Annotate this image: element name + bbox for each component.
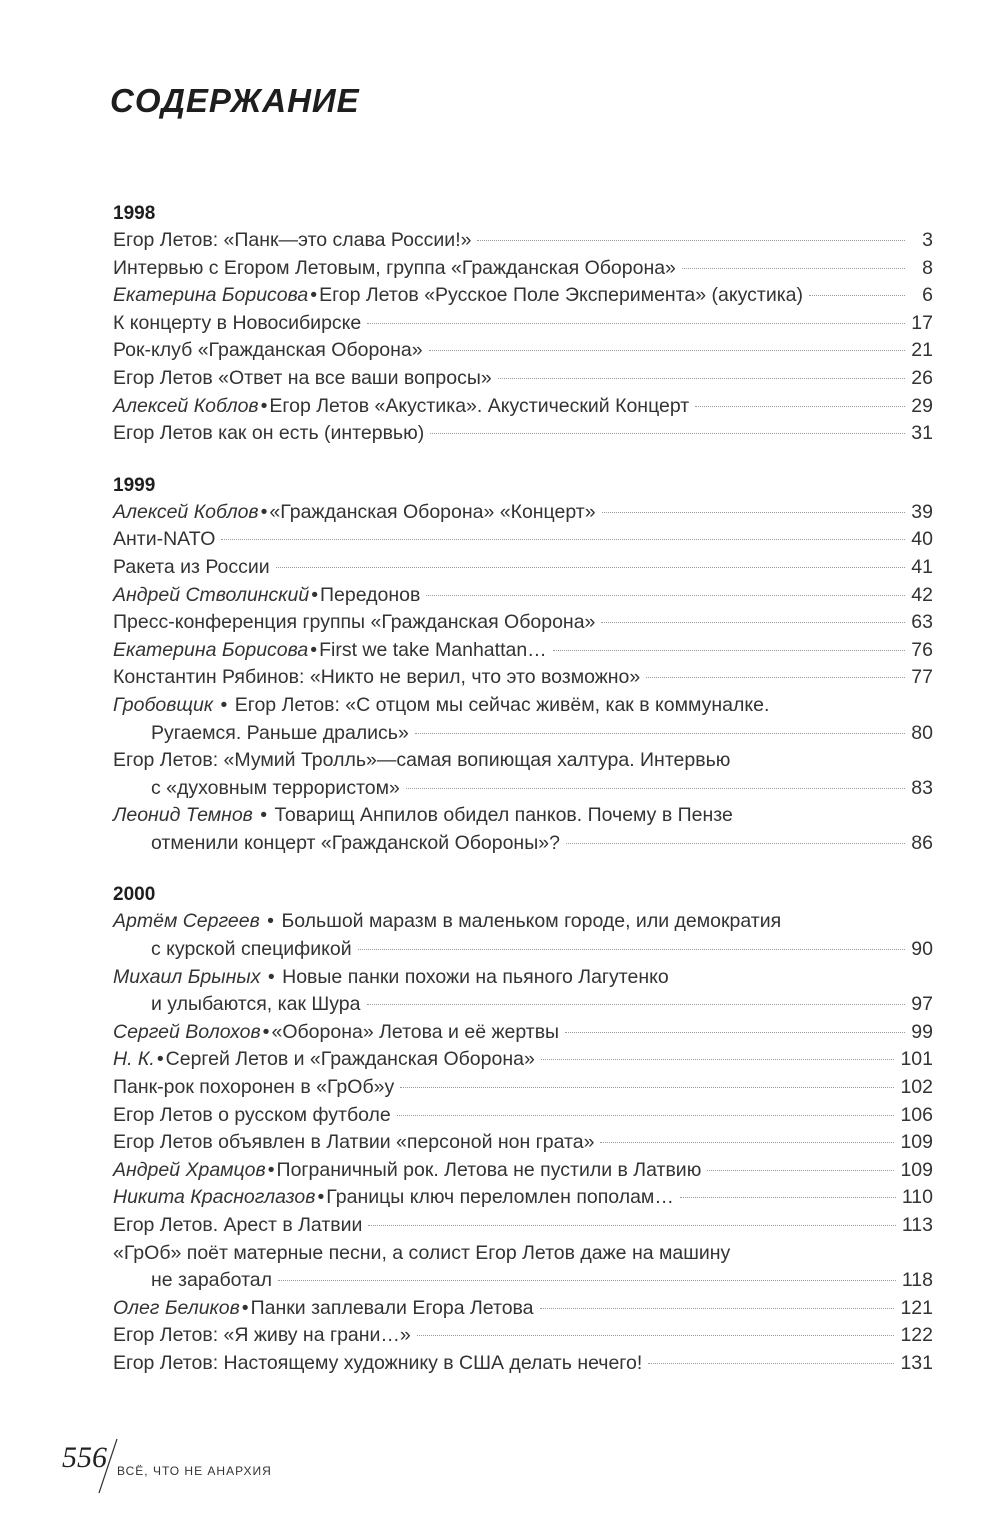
dot-leader: [221, 539, 905, 540]
entry-line: [113, 1184, 933, 1212]
entry-title-continued: Ругаемся. Раньше дрались»: [151, 721, 409, 744]
dot-leader: [477, 240, 905, 241]
entry-page-number: 121: [900, 1296, 933, 1319]
entry-title: Егор Летов: Настоящему художнику в США делать нечего!: [113, 1351, 643, 1374]
bullet-separator: •: [310, 638, 318, 661]
toc-entry: [113, 1295, 933, 1323]
entry-line: [113, 1074, 933, 1102]
book-title: ВСЁ, ЧТО НЕ АНАРХИЯ: [117, 1464, 272, 1478]
page-footer: [62, 1435, 382, 1495]
entry-line: [113, 554, 933, 582]
entry-title: Большой маразм в маленьком городе, или демократия: [281, 910, 782, 933]
entry-line: [113, 1102, 933, 1130]
entry-page-number: 29: [911, 394, 933, 417]
table-of-contents: [113, 200, 933, 1402]
toc-entry: [113, 1019, 933, 1047]
toc-entry: [113, 420, 933, 448]
dot-leader: [430, 433, 905, 434]
entry-title-continued: и улыбаются, как Шура: [151, 993, 361, 1016]
toc-entry: [113, 526, 933, 554]
dot-leader: [278, 1280, 896, 1281]
entry-author: Алексей Коблов: [113, 500, 259, 523]
bullet-separator: •: [262, 965, 281, 988]
toc-section: [113, 472, 933, 858]
bullet-separator: •: [267, 1158, 275, 1181]
section-year: 1999: [113, 474, 156, 496]
entry-line: [113, 499, 933, 527]
entry-line: [113, 609, 933, 637]
entry-title: Рок-клуб «Гражданская Оборона»: [113, 339, 423, 362]
page-title: СОДЕРЖАНИЕ: [110, 82, 360, 119]
entry-title: Егор Летов «Ответ на все ваши вопросы»: [113, 366, 492, 389]
entry-title: Товарищ Анпилов обидел панков. Почему в Пензе: [274, 804, 733, 827]
entry-line: [113, 1240, 933, 1268]
dot-leader: [367, 323, 905, 324]
entry-page-number: 40: [911, 528, 933, 551]
dot-leader: [426, 595, 905, 596]
dot-leader: [415, 733, 905, 734]
entry-line: [113, 1019, 933, 1047]
bullet-separator: •: [310, 284, 318, 307]
toc-section: [113, 200, 933, 448]
bullet-separator: •: [215, 693, 233, 716]
toc-entry: [113, 255, 933, 283]
entry-title: Константин Рябинов: «Никто не верил, что это возможно»: [113, 666, 641, 689]
dot-leader: [540, 1308, 895, 1309]
dot-leader: [276, 567, 905, 568]
toc-entry: [113, 1212, 933, 1240]
bullet-separator: •: [241, 1296, 249, 1319]
page-number: 556: [62, 1441, 107, 1474]
entry-page-number: 101: [900, 1048, 933, 1071]
dot-leader: [400, 1087, 894, 1088]
dot-leader: [406, 788, 905, 789]
bullet-separator: •: [254, 804, 273, 827]
bullet-separator: •: [311, 583, 319, 606]
entry-title: Панк-рок похоронен в «ГрОб»у: [113, 1076, 395, 1099]
entry-author: Алексей Коблов: [113, 394, 259, 417]
entry-title: Границы ключ переломлен пополам…: [326, 1186, 674, 1209]
dot-leader: [367, 1004, 906, 1005]
entry-page-number: 109: [900, 1158, 933, 1181]
toc-entry: [113, 1074, 933, 1102]
entry-author: Андрей Храмцов: [113, 1158, 266, 1181]
entry-line: [113, 310, 933, 338]
entry-title: К концерту в Новосибирске: [113, 311, 362, 334]
entry-author: Екатерина Борисова: [113, 284, 309, 307]
entry-page-number: 106: [900, 1103, 933, 1126]
entry-page-number: 76: [911, 638, 933, 661]
entry-line: [113, 908, 933, 936]
entry-line: [113, 664, 933, 692]
entry-author: Никита Красноглазов: [113, 1186, 316, 1209]
entry-line: [113, 802, 933, 830]
entry-line: [113, 420, 933, 448]
toc-entry: [113, 609, 933, 637]
dot-leader: [680, 1197, 896, 1198]
entry-title: Егор Летов: «Мумий Тролль»—самая вопиющая халтура. Интервью: [113, 749, 731, 772]
entry-page-number: 80: [911, 721, 933, 744]
entry-author: Артём Сергеев: [113, 910, 260, 933]
entry-title-continued: с курской спецификой: [151, 938, 352, 961]
entry-line: [113, 393, 933, 421]
toc-entry: [113, 1102, 933, 1130]
entry-author: Андрей Стволинский: [113, 583, 310, 606]
entry-page-number: 77: [911, 666, 933, 689]
entry-line-continued: [113, 830, 933, 858]
entry-page-number: 83: [911, 776, 933, 799]
entry-title: Егор Летов как он есть (интервью): [113, 422, 425, 445]
entry-page-number: 21: [911, 339, 933, 362]
toc-entry: [113, 393, 933, 421]
dot-leader: [707, 1170, 894, 1171]
dot-leader: [566, 843, 905, 844]
toc-section: [113, 881, 933, 1377]
toc-entry: [113, 499, 933, 527]
entry-page-number: 31: [911, 422, 933, 445]
entry-page-number: 102: [900, 1076, 933, 1099]
entry-line-continued: [113, 991, 933, 1019]
entry-line: [113, 227, 933, 255]
entry-page-number: 41: [911, 555, 933, 578]
entry-page-number: 26: [911, 366, 933, 389]
entry-line: [113, 747, 933, 775]
toc-entry: [113, 227, 933, 255]
entry-line: [113, 637, 933, 665]
entry-line: [113, 526, 933, 554]
dot-leader: [648, 1363, 894, 1364]
entry-line: [113, 255, 933, 283]
entry-author: Гробовщик: [113, 693, 214, 716]
entry-title-continued: с «духовным террористом»: [151, 776, 400, 799]
entry-page-number: 110: [901, 1186, 933, 1209]
entry-title: Панки заплевали Егора Летова: [250, 1296, 534, 1319]
entry-title: Егор Летов «Акустика». Акустический Концерт: [269, 394, 690, 417]
entry-author: Леонид Темнов: [113, 804, 253, 827]
toc-entry: [113, 1184, 933, 1212]
entry-line-continued: [113, 936, 933, 964]
dot-leader: [565, 1032, 905, 1033]
entry-page-number: 3: [922, 229, 933, 251]
entry-title: Егор Летов объявлен в Латвии «персоной нон грата»: [113, 1131, 595, 1154]
entry-line-continued: [113, 720, 933, 748]
entry-title-continued: не заработал: [151, 1269, 273, 1292]
toc-entry: [113, 282, 933, 310]
entry-line: [113, 964, 933, 992]
toc-entry: [113, 1322, 933, 1350]
toc-entry: [113, 337, 933, 365]
dot-leader: [368, 1225, 896, 1226]
dot-leader: [498, 378, 905, 379]
dot-leader: [541, 1059, 895, 1060]
entry-title: Новые панки похожи на пьяного Лагутенко: [282, 965, 669, 988]
entry-author: Н. К.: [113, 1048, 155, 1071]
entry-author: Олег Беликов: [113, 1296, 240, 1319]
entry-page-number: 90: [911, 938, 933, 961]
entry-title: Егор Летов «Русское Поле Эксперимента» (акустика): [319, 284, 804, 307]
entry-page-number: 39: [911, 500, 933, 523]
entry-title: Егор Летов: «Панк—это слава России!»: [113, 229, 472, 251]
bullet-separator: •: [156, 1048, 164, 1071]
toc-entry: [113, 747, 933, 802]
entry-line: [113, 337, 933, 365]
toc-entry: [113, 1046, 933, 1074]
toc-entry: [113, 802, 933, 857]
entry-line-continued: [113, 1267, 933, 1295]
dot-leader: [602, 512, 905, 513]
bullet-separator: •: [262, 1020, 270, 1043]
toc-entry: [113, 692, 933, 747]
entry-line-continued: [113, 775, 933, 803]
entry-title-continued: отменили концерт «Гражданской Обороны»?: [151, 831, 560, 854]
entry-author: Михаил Брыных: [113, 965, 261, 988]
entry-line: [113, 1129, 933, 1157]
entry-title: Пограничный рок. Летова не пустили в Латвию: [276, 1158, 702, 1181]
entry-title: «Оборона» Летова и её жертвы: [271, 1020, 560, 1043]
entry-title: «ГрОб» поёт матерные песни, а солист Егор Летов даже на машину: [113, 1241, 731, 1264]
entry-title: «Гражданская Оборона» «Концерт»: [269, 500, 596, 523]
entry-page-number: 63: [911, 611, 933, 634]
toc-entry: [113, 1129, 933, 1157]
entry-title: Анти-NATO: [113, 528, 216, 551]
entry-line: [113, 365, 933, 393]
entry-title: Ракета из России: [113, 555, 270, 578]
dot-leader: [600, 1142, 894, 1143]
entry-line: [113, 1046, 933, 1074]
toc-entry: [113, 554, 933, 582]
entry-line: [113, 1322, 933, 1350]
dot-leader: [397, 1115, 895, 1116]
entry-page-number: 8: [922, 256, 933, 279]
dot-leader: [429, 350, 905, 351]
dot-leader: [646, 677, 905, 678]
toc-entry: [113, 1240, 933, 1295]
toc-entry: [113, 365, 933, 393]
entry-page-number: 42: [911, 583, 933, 606]
entry-line: [113, 282, 933, 310]
toc-entry: [113, 310, 933, 338]
section-year: 1998: [113, 203, 156, 224]
entry-page-number: 118: [901, 1269, 933, 1292]
entry-page-number: 109: [900, 1131, 933, 1154]
entry-author: Екатерина Борисова: [113, 638, 309, 661]
section-year: 2000: [113, 884, 156, 906]
entry-title: Егор Летов: «С отцом мы сейчас живём, как в коммуналке.: [234, 693, 770, 716]
entry-line: [113, 1157, 933, 1185]
toc-entry: [113, 664, 933, 692]
toc-entry: [113, 908, 933, 963]
dot-leader: [695, 406, 905, 407]
entry-line: [113, 1295, 933, 1323]
bullet-separator: •: [317, 1186, 325, 1209]
toc-entry: [113, 582, 933, 610]
toc-entry: [113, 637, 933, 665]
entry-title: Сергей Летов и «Гражданская Оборона»: [165, 1048, 535, 1071]
entry-page-number: 122: [900, 1324, 933, 1347]
bullet-separator: •: [261, 910, 280, 933]
bullet-separator: •: [260, 394, 268, 417]
dot-leader: [358, 949, 905, 950]
entry-title: Егор Летов: «Я живу на грани…»: [113, 1324, 411, 1347]
dot-leader: [809, 295, 905, 296]
entry-line: [113, 582, 933, 610]
entry-title: Передонов: [320, 583, 421, 606]
bullet-separator: •: [260, 500, 268, 523]
dot-leader: [682, 268, 905, 269]
entry-page-number: 86: [911, 831, 933, 854]
entry-title: First we take Manhattan…: [319, 638, 547, 661]
toc-entry: [113, 1350, 933, 1378]
entry-line: [113, 1350, 933, 1378]
entry-page-number: 99: [911, 1020, 933, 1043]
entry-title: Интервью с Егором Летовым, группа «Гражданская Оборона»: [113, 256, 676, 279]
entry-page-number: 131: [900, 1351, 933, 1374]
entry-page-number: 6: [922, 284, 933, 307]
entry-page-number: 113: [901, 1214, 933, 1236]
entry-line: [113, 692, 933, 720]
dot-leader: [417, 1335, 895, 1336]
entry-page-number: 17: [911, 311, 933, 334]
entry-title: Пресс-конференция группы «Гражданская Оборона»: [113, 611, 596, 634]
entry-line: [113, 1212, 933, 1240]
entry-title: Егор Летов. Арест в Латвии: [113, 1214, 363, 1236]
toc-entry: [113, 1157, 933, 1185]
entry-title: Егор Летов о русском футболе: [113, 1103, 391, 1126]
entry-author: Сергей Волохов: [113, 1020, 261, 1043]
dot-leader: [553, 650, 905, 651]
toc-entry: [113, 964, 933, 1019]
entry-page-number: 97: [911, 993, 933, 1016]
dot-leader: [601, 622, 905, 623]
